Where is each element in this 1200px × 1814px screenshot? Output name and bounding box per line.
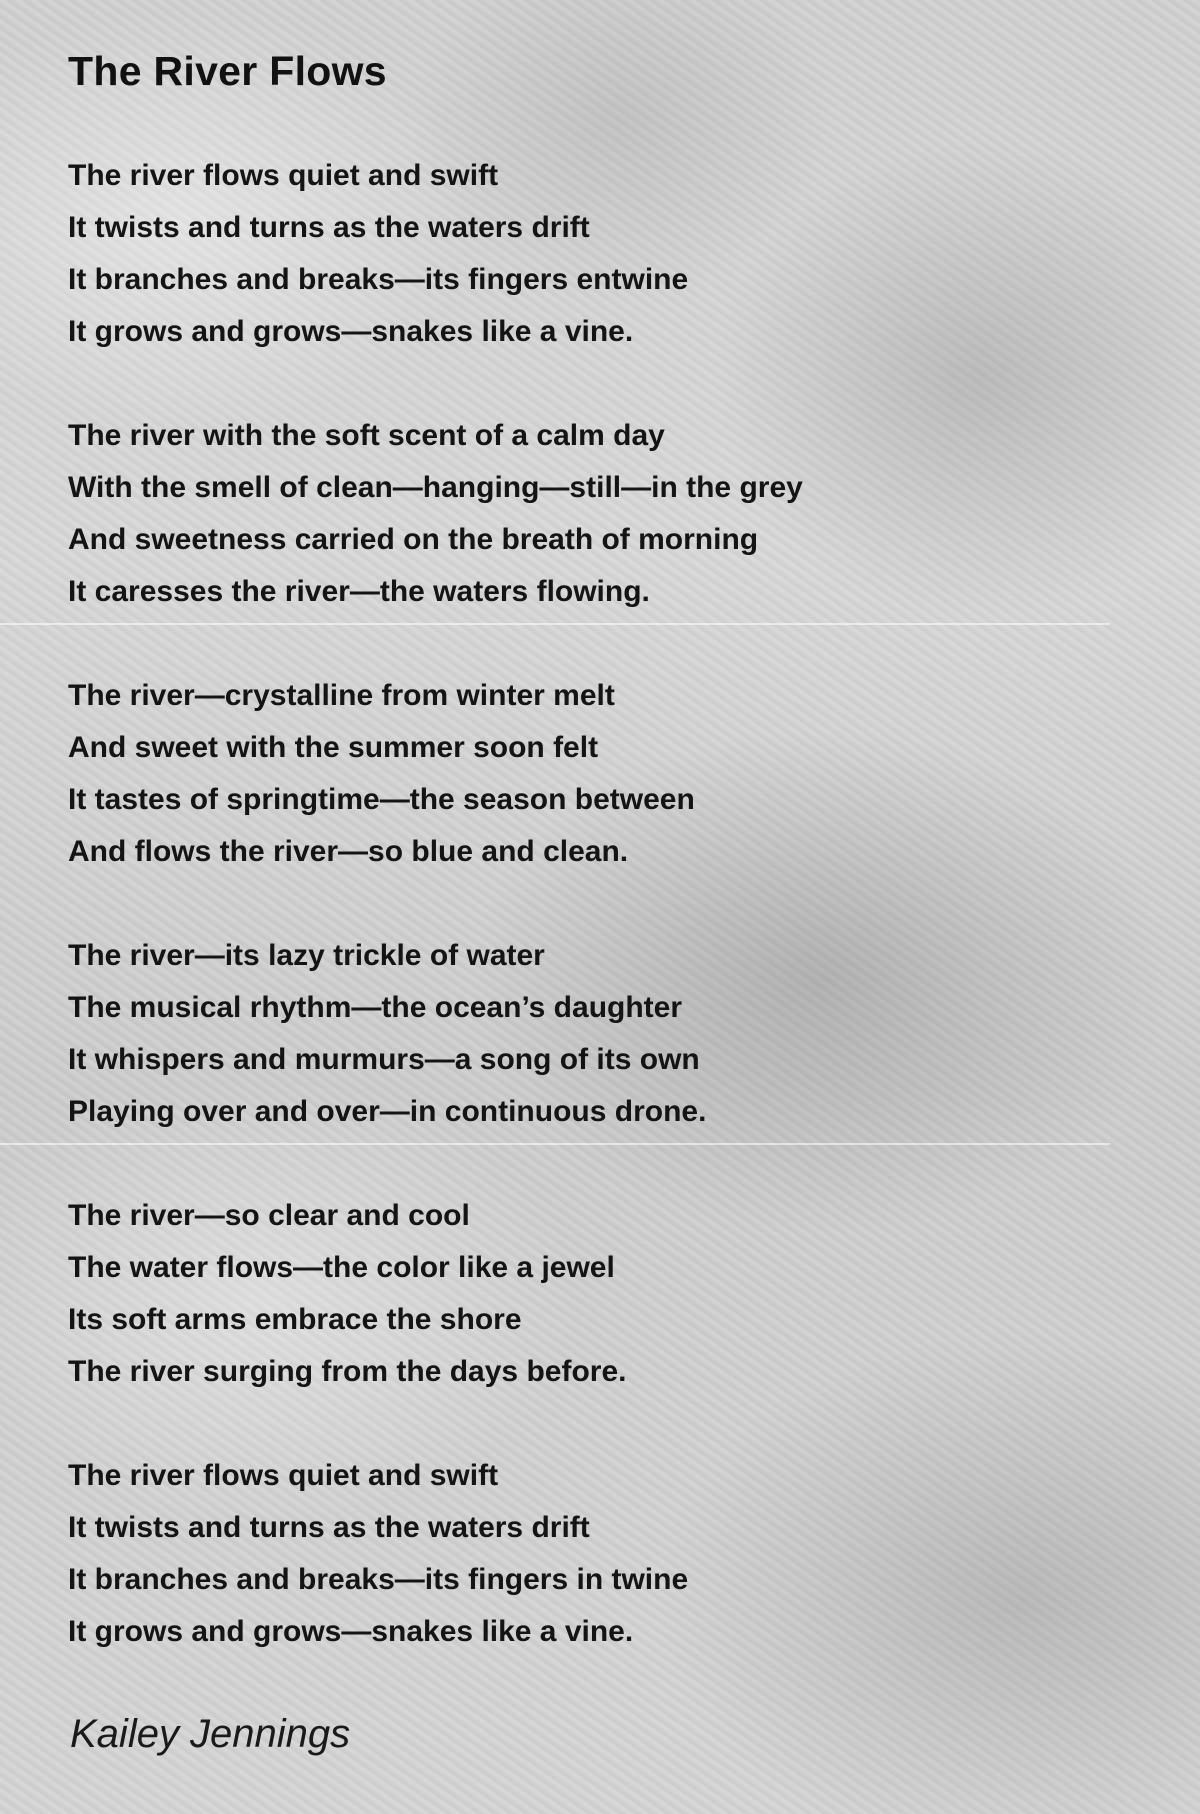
- poem-line: The musical rhythm—the ocean’s daughter: [68, 991, 683, 1024]
- poem-line: It whispers and murmurs—a song of its own: [68, 1043, 700, 1076]
- stanza-4: [68, 930, 1148, 1138]
- poem-body: [68, 150, 1148, 1710]
- poem-line: And sweet with the summer soon felt: [68, 731, 599, 764]
- poem-title: The River Flows: [68, 48, 387, 94]
- poem-line: The river surging from the days before.: [68, 1355, 627, 1388]
- poem-line: It twists and turns as the waters drift: [68, 1511, 590, 1544]
- stanza-2: [68, 410, 1148, 618]
- stanza-3: [68, 670, 1148, 878]
- poem-line: The water flows—the color like a jewel: [68, 1251, 615, 1284]
- poem-line: The river flows quiet and swift: [68, 159, 499, 192]
- poem-line: The river—so clear and cool: [68, 1199, 470, 1232]
- poem-line: The river—its lazy trickle of water: [68, 939, 545, 972]
- stanza-6: [68, 1450, 1148, 1658]
- poem-line: And flows the river—so blue and clean.: [68, 835, 629, 868]
- poem-line: It branches and breaks—its fingers in twine: [68, 1563, 689, 1596]
- poem-author: Kailey Jennings: [70, 1712, 351, 1756]
- poem-line: It caresses the river—the waters flowing.: [68, 575, 650, 608]
- poem-line: Playing over and over—in continuous drone.: [68, 1095, 707, 1128]
- poem-line: It grows and grows—snakes like a vine.: [68, 315, 634, 348]
- poem-line: Its soft arms embrace the shore: [68, 1303, 522, 1336]
- poem-line: The river flows quiet and swift: [68, 1459, 499, 1492]
- stanza-1: [68, 150, 1148, 358]
- stanza-5: [68, 1190, 1148, 1398]
- poem-line: It tastes of springtime—the season between: [68, 783, 695, 816]
- poem-line: It branches and breaks—its fingers entwine: [68, 263, 689, 296]
- poem-line: And sweetness carried on the breath of morning: [68, 523, 759, 556]
- poem-line: The river with the soft scent of a calm day: [68, 419, 665, 452]
- poem-line: With the smell of clean—hanging—still—in the grey: [68, 471, 803, 504]
- poem-line: It twists and turns as the waters drift: [68, 211, 590, 244]
- poem-line: It grows and grows—snakes like a vine.: [68, 1615, 634, 1648]
- poem-line: The river—crystalline from winter melt: [68, 679, 615, 712]
